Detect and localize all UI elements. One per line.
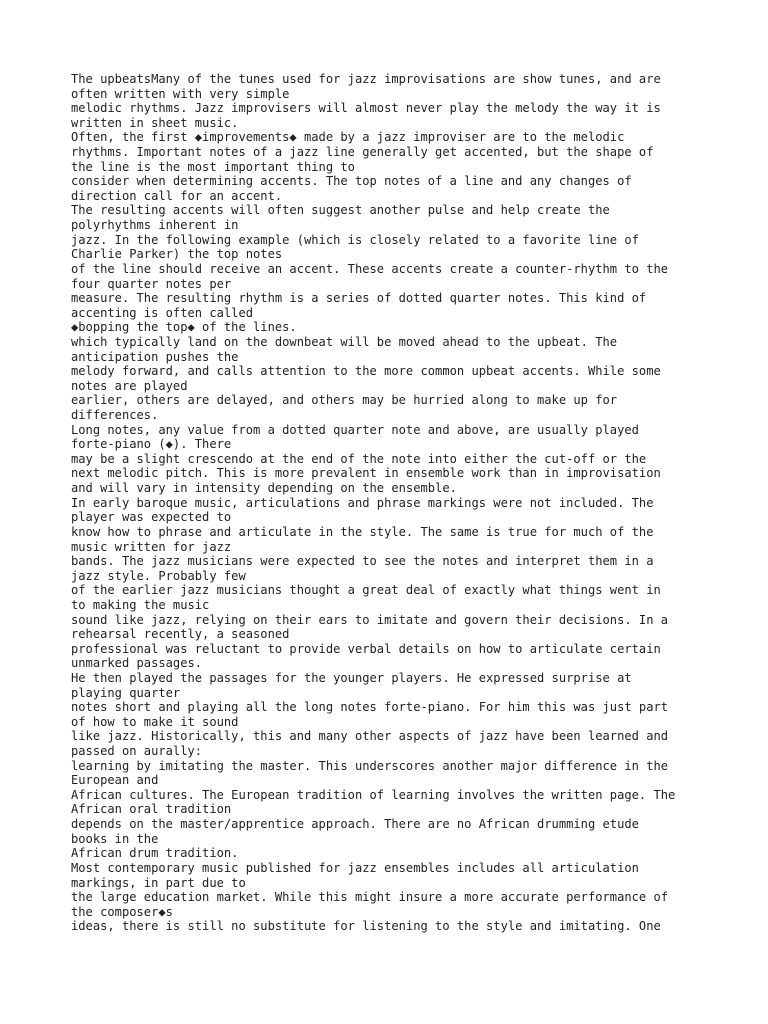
text-line: polyrhythms inherent in	[71, 218, 239, 233]
text-line: playing quarter	[71, 685, 181, 700]
text-line: the line is the most important thing to	[71, 159, 355, 174]
text-line: rhythms. Important notes of a jazz line generally get accented, but the shape of	[71, 145, 654, 160]
text-line: Often, the first ◆improvements◆ made by a jazz improviser are to the melodic	[71, 130, 625, 145]
text-line: of the earlier jazz musicians thought a great deal of exactly what things went in	[71, 583, 661, 598]
text-line: melody forward, and calls attention to the more common upbeat accents. While some	[71, 364, 661, 379]
text-line: jazz. In the following example (which is closely related to a favorite line of	[71, 232, 639, 247]
text-line: next melodic pitch. This is more prevalent in ensemble work than in improvisation	[71, 466, 661, 481]
text-line: bands. The jazz musicians were expected to see the notes and interpret them in a	[71, 554, 654, 569]
text-line: The resulting accents will often suggest another pulse and help create the	[71, 203, 610, 218]
text-line: books in the	[71, 831, 159, 846]
text-line: The upbeatsMany of the tunes used for jazz improvisations are show tunes, and are	[71, 72, 661, 86]
text-line: professional was reluctant to provide verbal details on how to articulate certain	[71, 641, 661, 656]
text-line: earlier, others are delayed, and others may be hurried along to make up for	[71, 393, 618, 408]
text-line: player was expected to	[71, 510, 232, 525]
text-line: learning by imitating the master. This underscores another major difference in the	[71, 758, 669, 773]
text-line: music written for jazz	[71, 539, 232, 554]
text-line: forte-piano (◆). There	[71, 437, 232, 452]
text-line: rehearsal recently, a seasoned	[71, 627, 290, 642]
text-line: written in sheet music.	[71, 115, 239, 130]
text-line: He then played the passages for the younger players. He expressed surprise at	[71, 670, 632, 685]
text-line: four quarter notes per	[71, 276, 232, 291]
text-line: to making the music	[71, 597, 210, 612]
text-line: passed on aurally:	[71, 744, 203, 759]
text-line: the large education market. While this might insure a more accurate performance of	[71, 890, 669, 905]
text-line: In early baroque music, articulations and phrase markings were not included. The	[71, 495, 654, 510]
text-line: accenting is often called	[71, 305, 254, 320]
text-line: ◆bopping the top◆ of the lines.	[71, 320, 297, 335]
text-line: the composer◆s	[71, 904, 173, 919]
text-line: African cultures. The European tradition of learning involves the written page. The	[71, 787, 676, 802]
document-body	[71, 72, 721, 934]
text-line: sound like jazz, relying on their ears to imitate and govern their decisions. In a	[71, 612, 669, 627]
text-line: jazz style. Probably few	[71, 568, 246, 583]
text-line: melodic rhythms. Jazz improvisers will almost never play the melody the way it is	[71, 101, 661, 116]
text-line: direction call for an accent.	[71, 188, 283, 203]
text-line: depends on the master/apprentice approach. There are no African drumming etude	[71, 817, 639, 832]
text-line: ideas, there is still no substitute for listening to the style and imitating. One	[71, 919, 661, 934]
text-line: like jazz. Historically, this and many other aspects of jazz have been learned and	[71, 729, 669, 744]
text-line: notes are played	[71, 378, 188, 393]
text-line: of how to make it sound	[71, 714, 239, 729]
text-line: and will vary in intensity depending on the ensemble.	[71, 481, 457, 496]
text-line: African oral tradition	[71, 802, 232, 817]
text-line: know how to phrase and articulate in the style. The same is true for much of the	[71, 524, 654, 539]
text-line: notes short and playing all the long notes forte-piano. For him this was just part	[71, 700, 669, 715]
text-line: markings, in part due to	[71, 875, 246, 890]
text-line: which typically land on the downbeat will be moved ahead to the upbeat. The	[71, 334, 618, 349]
text-line: Long notes, any value from a dotted quarter note and above, are usually played	[71, 422, 639, 437]
text-line: of the line should receive an accent. These accents create a counter-rhythm to the	[71, 261, 669, 276]
text-line: European and	[71, 773, 159, 788]
text-line: often written with very simple	[71, 86, 290, 101]
text-line: anticipation pushes the	[71, 349, 239, 364]
text-line: consider when determining accents. The top notes of a line and any changes of	[71, 174, 632, 189]
text-line: African drum tradition.	[71, 846, 239, 861]
text-line: may be a slight crescendo at the end of the note into either the cut-off or the	[71, 451, 647, 466]
text-line: Most contemporary music published for jazz ensembles includes all articulation	[71, 860, 639, 875]
text-line: Charlie Parker) the top notes	[71, 247, 283, 262]
text-line: differences.	[71, 408, 159, 423]
text-line: unmarked passages.	[71, 656, 203, 671]
text-line: measure. The resulting rhythm is a series of dotted quarter notes. This kind of	[71, 291, 647, 306]
